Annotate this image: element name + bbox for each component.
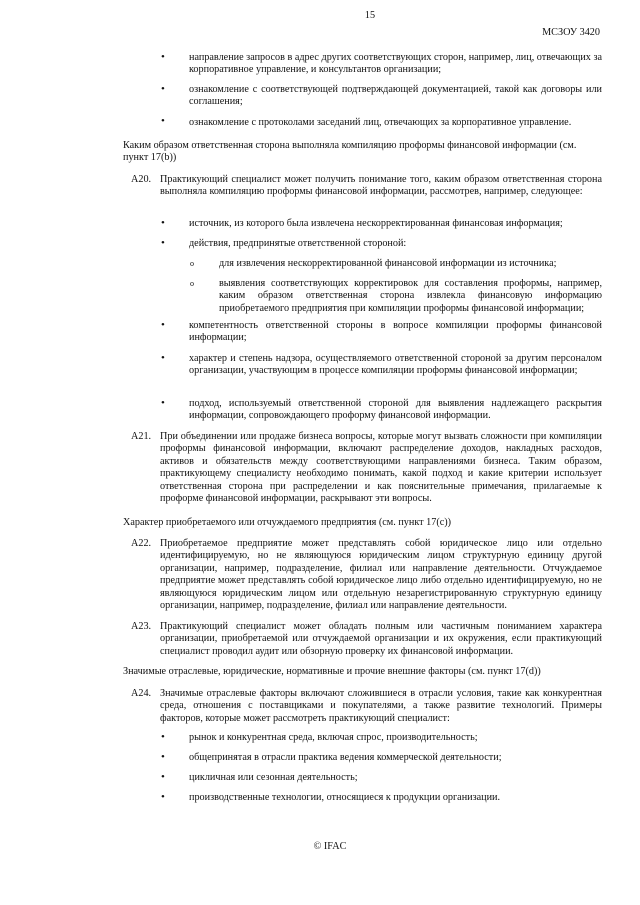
bullet-text: цикличная или сезонная деятельность; [189, 772, 358, 783]
bullet-icon: • [161, 352, 165, 364]
standard-code: МСЗОУ 3420 [542, 27, 600, 38]
bullet-icon: • [161, 791, 165, 803]
paragraph-number: A20. [131, 174, 152, 185]
bullet-text: производственные технологии, относящиеся к продукции организации. [189, 792, 501, 803]
bullet-icon: • [161, 115, 165, 127]
paragraph-number: A23. [131, 621, 152, 632]
bullet-icon: • [161, 51, 165, 63]
bullet-icon: • [161, 731, 165, 743]
bullet-text: ознакомление с соответствующей подтверждающей документацией, такой как договоры или соглашения; [189, 84, 602, 108]
paragraph-text: Приобретаемое предприятие может представлять собой юридическое лицо или отдельно идентифицируемую, но не являющуюся юридическим лицом структурную единицу другой организации, например, подразделение, филиал или направление деятельности. Отчуждаемое предприятие может представлять собой юридическое лицо либо отдельно идентифицируемую, но не являющуюся юридическим лицом или отдельную незарегистрированную структурную единицу организации, например, подразделение, филиал или направление деятельности. [160, 538, 602, 612]
bullet-icon: • [161, 771, 165, 783]
section-heading: Характер приобретаемого или отчуждаемого предприятия (см. пункт 17(c)) [123, 517, 452, 528]
section-heading: Каким образом ответственная сторона выполняла компиляцию проформы финансовой информации (см. пункт 17(b)) [123, 140, 577, 164]
footer-copyright: © IFAC [313, 841, 347, 852]
paragraph-text: При объединении или продаже бизнеса вопросы, которые могут вызвать сложности при компиляции проформы финансовой информации, включают распределение доходов, накладных расходов, активов и обязательств между соответствующими направлениями бизнеса. Таким образом, практикующему специалисту необходимо понимать, какой подход и какие критерии использует ответственная сторона при распределении и как пояснительные примечания, прилагаемые к проформе финансовой информации, раскрывают эти вопросы. [160, 431, 602, 505]
bullet-text: общепринятая в отрасли практика ведения коммерческой деятельности; [189, 752, 502, 763]
circle-bullet-icon: o [190, 259, 194, 268]
bullet-icon: • [161, 751, 165, 763]
paragraph-number: A22. [131, 538, 152, 549]
paragraph-number: A24. [131, 688, 152, 699]
bullet-icon: • [161, 397, 165, 409]
bullet-text: подход, используемый ответственной стороной для выявления надлежащего раскрытия информации, сопровождающего проформу финансовой информации. [189, 398, 602, 422]
bullet-icon: • [161, 237, 165, 249]
sub-bullet-text: выявления соответствующих корректировок для составления проформы, например, каким образом ответственная сторона извлекла финансовую информацию приобретаемого предприятия при компиляции проформы финансовой информации; [219, 278, 602, 314]
sub-bullet-text: для извлечения нескорректированной финансовой информации из источника; [219, 258, 557, 269]
bullet-text: компетентность ответственной стороны в вопросе компиляции проформы финансовой информации; [189, 320, 602, 344]
paragraph-text: Значимые отраслевые факторы включают сложившиеся в отрасли условия, такие как конкурентная среда, отношения с поставщиками и покупателями, а также развитие технологий. Примеры факторов, которые может рассмотреть практикующий специалист: [160, 688, 602, 724]
circle-bullet-icon: o [190, 279, 194, 288]
bullet-icon: • [161, 83, 165, 95]
paragraph-text: Практикующий специалист может получить понимание того, каким образом ответственная сторона выполняла компиляцию проформы финансовой информации, рассмотрев, например, следующее: [160, 174, 602, 198]
paragraph-text: Практикующий специалист может обладать полным или частичным пониманием характера организации, приобретаемой или отчуждаемой организации и их окружения, если практикующий специалист проводил аудит или обзорную проверку их финансовой информации. [160, 621, 602, 657]
bullet-icon: • [161, 319, 165, 331]
bullet-icon: • [161, 217, 165, 229]
bullet-text: источник, из которого была извлечена нескорректированная финансовая информация; [189, 218, 563, 229]
page-number: 15 [364, 10, 376, 21]
bullet-text: характер и степень надзора, осуществляемого ответственной стороной за другим персоналом организации, участвующим в процессе компиляции проформы финансовой информации; [189, 353, 602, 377]
bullet-text: действия, предпринятые ответственной стороной: [189, 238, 407, 249]
section-heading: Значимые отраслевые, юридические, нормативные и прочие внешние факторы (см. пункт 17(d)) [123, 666, 541, 677]
paragraph-number: A21. [131, 431, 152, 442]
bullet-text: рынок и конкурентная среда, включая спрос, производительность; [189, 732, 478, 743]
bullet-text: ознакомление с протоколами заседаний лиц, отвечающих за корпоративное управление. [189, 117, 572, 128]
bullet-text: направление запросов в адрес других соответствующих сторон, например, лиц, отвечающих за корпоративное управление, и консультантов организации; [189, 52, 602, 76]
